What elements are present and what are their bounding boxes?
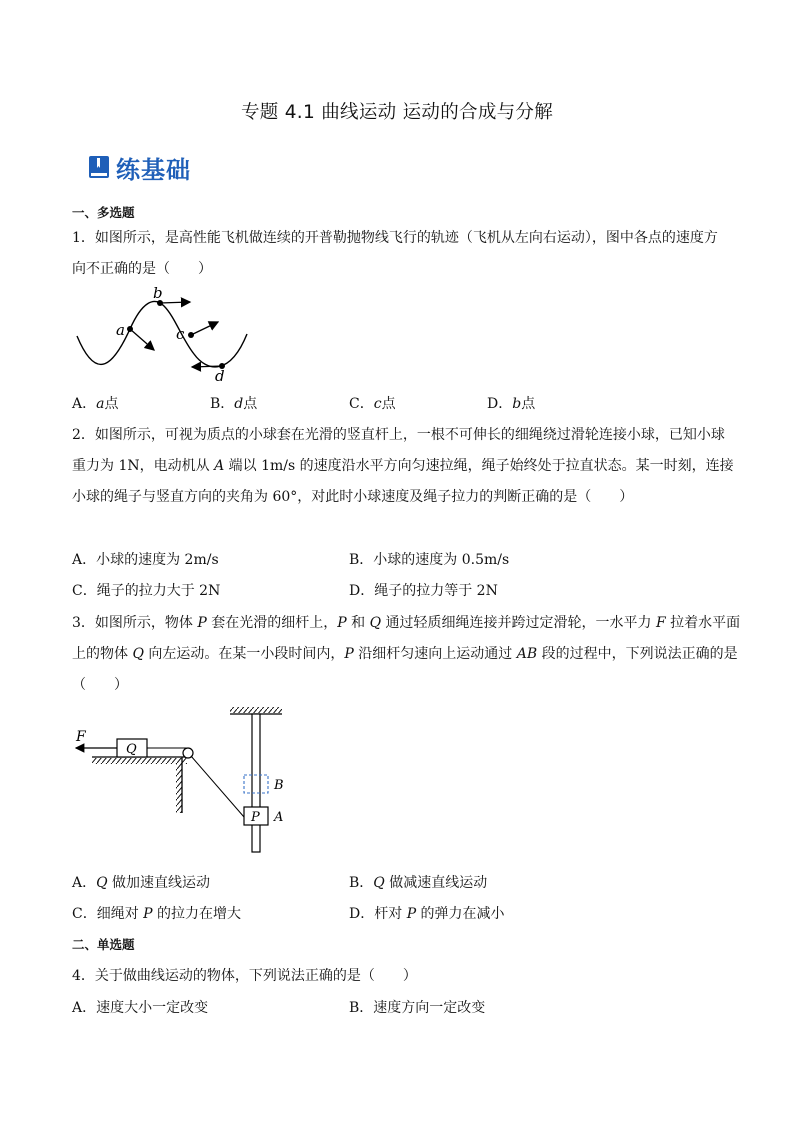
q1-option-c[interactable]: C．c点 [349,396,396,412]
q2-option-a[interactable]: A．小球的速度为 2m/s [72,552,219,568]
q3-option-b[interactable]: B．Q 做减速直线运动 [349,875,488,891]
label-A: A [274,810,284,825]
question-2-line-2: 重力为 1N，电动机从 A 端以 1m/s 的速度沿水平方向匀速拉绳，绳子始终处于拉直状态。某一时刻，连接 [72,458,734,474]
book-icon [88,155,110,179]
q2-option-d[interactable]: D．绳子的拉力等于 2N [349,583,498,599]
question-4-line-1: 4．关于做曲线运动的物体，下列说法正确的是（ ） [72,968,417,984]
question-3-line-3: （ ） [72,677,128,693]
label-P: P [251,810,260,825]
q1-option-b[interactable]: B．d点 [210,396,258,412]
trajectory-figure [72,284,252,384]
label-Q: Q [126,742,137,757]
section-heading-single: 二、单选题 [72,937,135,952]
banner-label: 练基础 [116,155,191,184]
section-banner [88,150,191,184]
q2-option-b[interactable]: B．小球的速度为 0.5m/s [349,552,510,568]
question-2-line-3: 小球的绳子与竖直方向的夹角为 60°，对此时小球速度及绳子拉力的判断正确的是（ ） [72,489,634,505]
pulley-figure [72,703,302,858]
question-3-line-1: 3．如图所示，物体 P 套在光滑的细杆上，P 和 Q 通过轻质细绳连接并跨过定滑轮，一水平力 F 拉着水平面 [72,615,741,631]
label-c: c [176,325,185,343]
question-1-line-1: 1．如图所示，是高性能飞机做连续的开普勒抛物线飞行的轨迹（飞机从左向右运动），图中各点的速度方 [72,230,718,246]
question-1-line-2: 向不正确的是（ ） [72,261,212,277]
q4-option-b[interactable]: B．速度方向一定改变 [349,1000,486,1016]
label-B: B [274,778,284,793]
q3-option-c[interactable]: C．细绳对 P 的拉力在增大 [72,906,242,922]
label-F: F [76,729,86,745]
q1-option-a[interactable]: A．a点 [72,396,119,412]
section-heading-multi: 一、多选题 [72,205,135,220]
question-3-line-2: 上的物体 Q 向左运动。在某一小段时间内，P 沿细杆匀速向上运动通过 AB 段的过程中，下列说法正确的是 [72,646,738,662]
label-b: b [153,284,163,302]
label-a: a [116,321,125,339]
q4-option-a[interactable]: A．速度大小一定改变 [72,1000,209,1016]
page-title: 专题 4.1 曲线运动 运动的合成与分解 [240,102,554,123]
q1-option-d[interactable]: D．b点 [487,396,536,412]
q2-option-c[interactable]: C．绳子的拉力大于 2N [72,583,221,599]
question-2-line-1: 2．如图所示，可视为质点的小球套在光滑的竖直杆上，一根不可伸长的细绳绕过滑轮连接小球，已知小球 [72,427,725,443]
q3-option-a[interactable]: A．Q 做加速直线运动 [72,875,211,891]
label-d: d [215,367,225,384]
q3-option-d[interactable]: D．杆对 P 的弹力在减小 [349,906,505,922]
